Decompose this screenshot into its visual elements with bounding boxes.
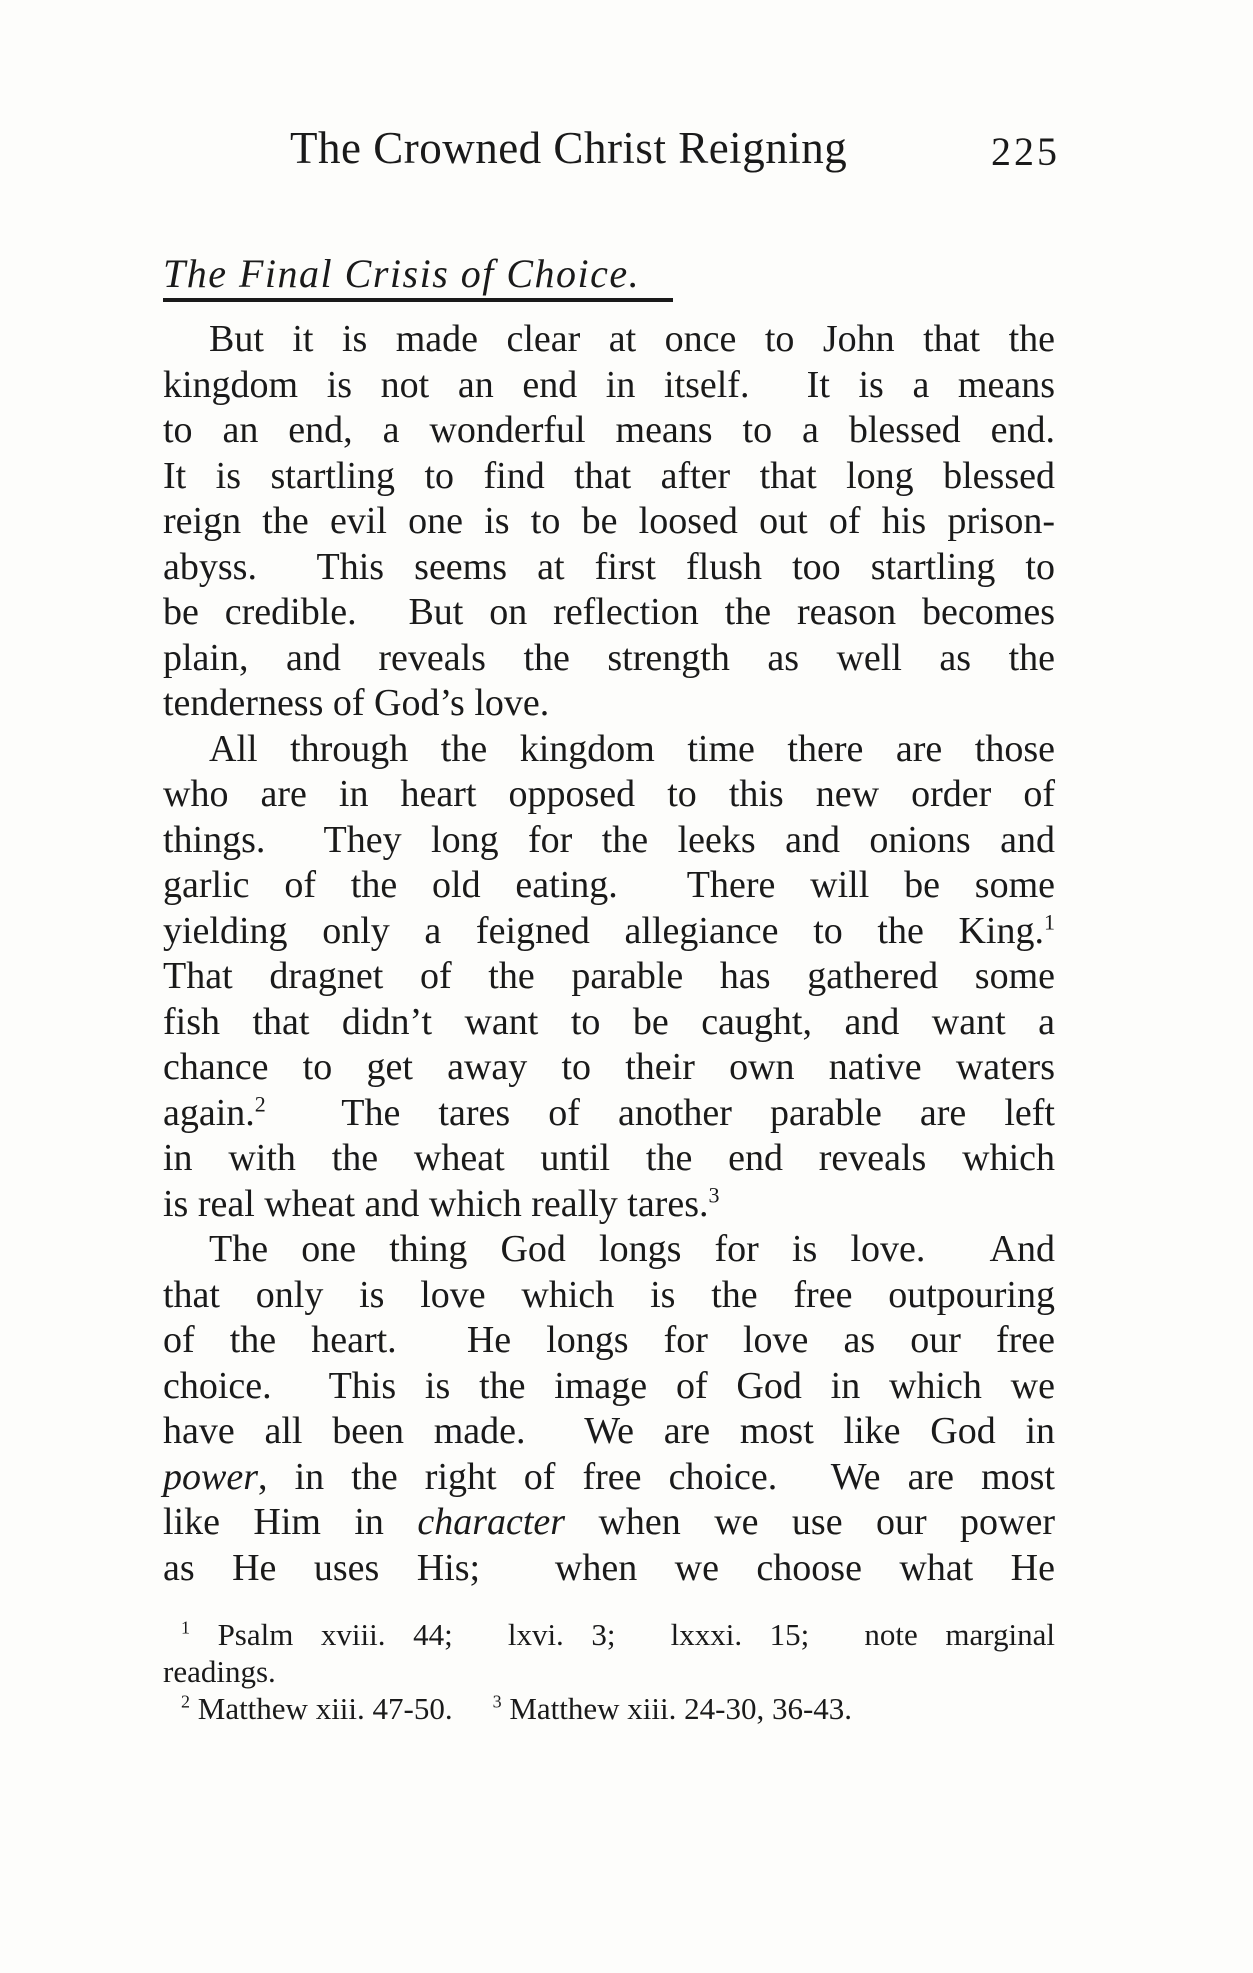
text-run: who are in heart opposed to this new order of <box>163 773 1055 815</box>
body-text-line <box>163 1273 1055 1319</box>
text-run: tenderness of God’s love. <box>163 682 550 724</box>
body-text-line <box>163 1546 1055 1592</box>
body-text-line <box>163 1045 1055 1091</box>
body-text-line <box>163 954 1055 1000</box>
body-text-line <box>163 1000 1055 1046</box>
body-text-line <box>163 545 1055 591</box>
text-run: of the heart. He longs for love as our free <box>163 1319 1055 1361</box>
text-run: like Him in <box>163 1501 418 1543</box>
body-text-line <box>163 454 1055 500</box>
text-run: The one thing God longs for is love. And <box>209 1228 1055 1270</box>
text-run: things. They long for the leeks and onions and <box>163 818 1055 861</box>
footnote-marker: 2 <box>254 1090 266 1116</box>
footnote-marker: 2 <box>181 1691 190 1712</box>
footnote-line <box>163 1690 1055 1727</box>
text-run: to an end, a wonderful means to a blessed end. <box>163 409 1055 451</box>
footnote-line <box>163 1616 1055 1653</box>
text-run: have all been made. We are most like God in <box>163 1410 1055 1452</box>
body-text-line <box>163 681 1055 727</box>
text-run: in with the wheat until the end reveals which <box>163 1137 1055 1179</box>
footnote-marker: 3 <box>708 1181 720 1207</box>
text-run: Matthew xiii. 24-30, 36-43. <box>501 1691 853 1726</box>
text-run: The tares of another parable are left <box>265 1091 1055 1134</box>
text-run: is real wheat and which really tares. <box>163 1182 709 1225</box>
body-text-line <box>163 590 1055 636</box>
body-text-line <box>163 727 1055 773</box>
text-run: choice. This is the image of God in which we <box>163 1364 1055 1407</box>
body-text-line <box>163 1182 1055 1228</box>
text-run: But it is made clear at once to John that the <box>209 318 1055 360</box>
text-run: That dragnet of the parable has gathered some <box>163 955 1055 997</box>
text-run: All through the kingdom time there are those <box>209 727 1055 770</box>
body-text-line <box>163 1364 1055 1410</box>
footnote-marker: 1 <box>181 1617 190 1638</box>
text-run: Psalm xviii. 44; lxvi. 3; lxxxi. 15; note marginal <box>190 1617 1055 1652</box>
italic-text: power <box>163 1455 258 1498</box>
footnote-marker: 1 <box>1044 908 1055 934</box>
body-text-line <box>163 499 1055 545</box>
text-run: garlic of the old eating. There will be some <box>163 864 1055 906</box>
body-text-line <box>163 1455 1055 1501</box>
text-run: again. <box>163 1091 255 1134</box>
body-text-line <box>163 1409 1055 1455</box>
body-text-line <box>163 1091 1055 1137</box>
footnote-line <box>163 1653 1055 1690</box>
body-text-line <box>163 863 1055 909</box>
text-run: reign the evil one is to be loosed out of his prison- <box>163 500 1055 542</box>
section-heading: The Final Crisis of Choice. <box>163 251 641 296</box>
text-run: chance to get away to their own native waters <box>163 1046 1055 1088</box>
body-text-line <box>163 317 1055 363</box>
body-text <box>163 317 1055 1591</box>
text-run: , in the right of free choice. We are most <box>258 1455 1055 1498</box>
text-run: be credible. But on reflection the reason becomes <box>163 591 1055 633</box>
body-text-line <box>163 408 1055 454</box>
page-number: 225 <box>991 129 1060 174</box>
body-text-line <box>163 1500 1055 1546</box>
body-text-line <box>163 818 1055 864</box>
body-text-line <box>163 363 1055 409</box>
text-run: kingdom is not an end in itself. It is a means <box>163 363 1055 406</box>
text-run: fish that didn’t want to be caught, and want a <box>163 1000 1055 1043</box>
body-text-line <box>163 636 1055 682</box>
text-run: Matthew xiii. 47-50. <box>190 1691 453 1726</box>
footnotes <box>163 1616 1055 1727</box>
section-heading-underline <box>163 298 673 302</box>
text-run: plain, and reveals the strength as well as the <box>163 636 1055 679</box>
text-run: that only is love which is the free outpouring <box>163 1273 1055 1316</box>
body-text-line <box>163 1318 1055 1364</box>
running-header-title: The Crowned Christ Reigning <box>290 123 848 173</box>
body-text-line <box>163 909 1055 955</box>
text-run: It is startling to find that after that long blessed <box>163 454 1055 497</box>
text-run: as He uses His; when we choose what He <box>163 1546 1055 1589</box>
body-text-line <box>163 772 1055 818</box>
body-text-line <box>163 1227 1055 1273</box>
text-run: readings. <box>163 1654 276 1689</box>
text-run: abyss. This seems at first flush too startling to <box>163 545 1055 588</box>
footnote-marker: 3 <box>492 1691 502 1712</box>
running-header <box>290 122 1060 182</box>
body-text-line <box>163 1136 1055 1182</box>
text-run: when we use our power <box>565 1501 1055 1543</box>
text-run: yielding only a feigned allegiance to the King. <box>163 909 1044 952</box>
italic-text: character <box>417 1501 566 1543</box>
